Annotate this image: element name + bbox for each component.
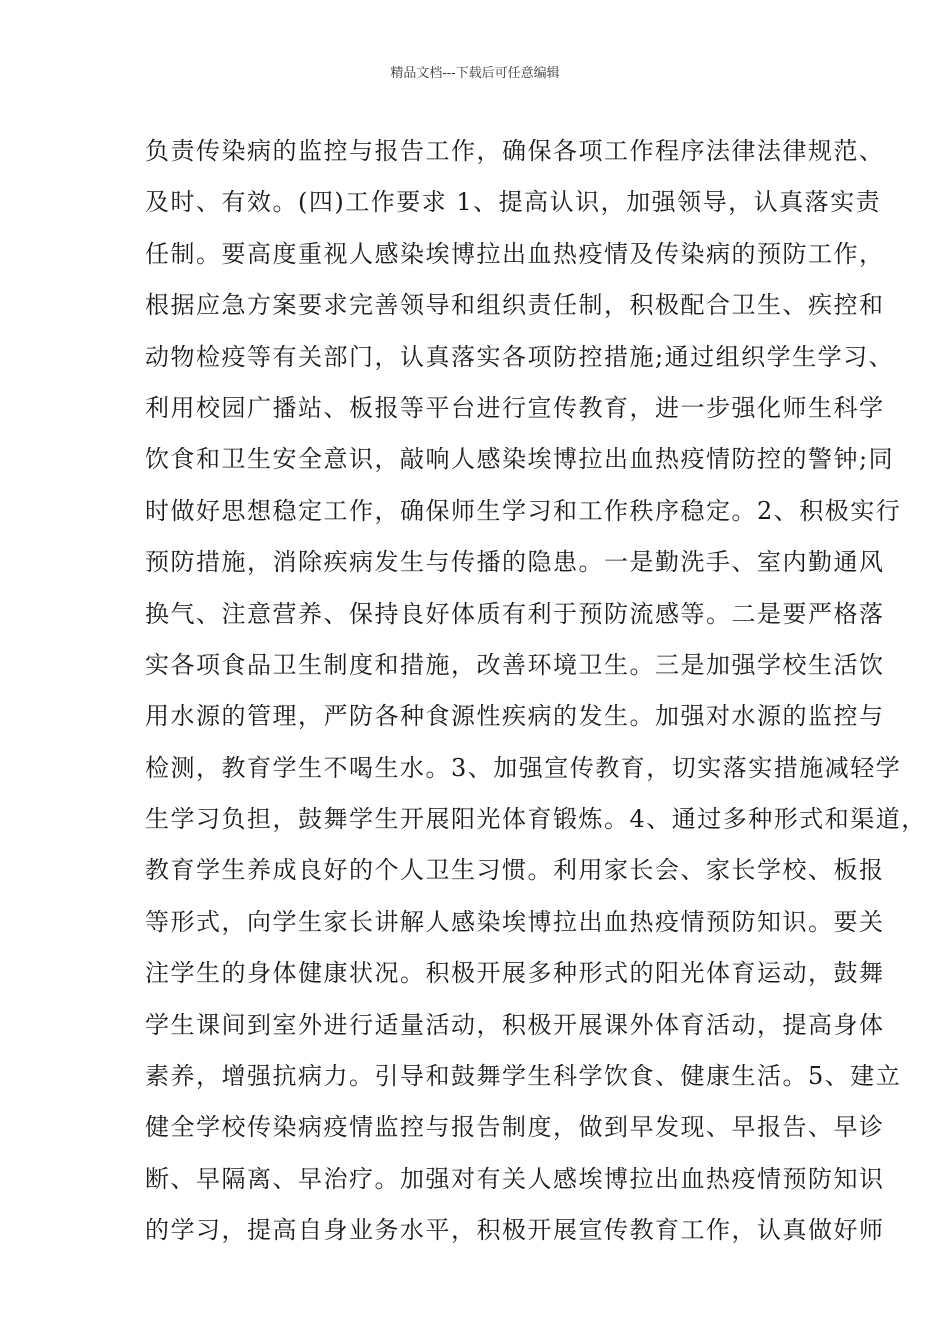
text-line: 换气、注意营养、保持良好体质有利于预防流感等。二是要严格落	[145, 599, 885, 628]
text-line: 的学习，提高自身业务水平，积极开展宣传教育工作，认真做好师	[145, 1216, 885, 1245]
text-line: 及时、有效。(四)工作要求 1、提高认识，加强领导，认真落实责	[145, 188, 882, 217]
text-line: 任制。要高度重视人感染埃博拉出血热疫情及传染病的预防工作，	[145, 239, 885, 268]
text-line: 饮食和卫生安全意识，敲响人感染埃博拉出血热疫情防控的警钟;同	[145, 445, 895, 474]
text-line: 用水源的管理，严防各种食源性疾病的发生。加强对水源的监控与	[145, 702, 885, 731]
text-line: 教育学生养成良好的个人卫生习惯。利用家长会、家长学校、板报	[145, 856, 885, 885]
text-line: 注学生的身体健康状况。积极开展多种形式的阳光体育运动，鼓舞	[145, 959, 885, 988]
text-line: 根据应急方案要求完善领导和组织责任制，积极配合卫生、疾控和	[145, 291, 885, 320]
text-line: 生学习负担，鼓舞学生开展阳光体育锻炼。4、通过多种形式和渠道，	[145, 805, 927, 834]
text-line: 时做好思想稳定工作，确保师生学习和工作秩序稳定。2、积极实行	[145, 496, 902, 525]
text-line: 动物检疫等有关部门，认真落实各项防控措施;通过组织学生学习、	[145, 342, 895, 371]
text-line: 素养，增强抗病力。引导和鼓舞学生科学饮食、健康生活。5、建立	[145, 1062, 902, 1091]
text-line: 利用校园广播站、板报等平台进行宣传教育，进一步强化师生科学	[145, 393, 885, 422]
text-line: 实各项食品卫生制度和措施，改善环境卫生。三是加强学校生活饮	[145, 650, 885, 679]
text-line: 负责传染病的监控与报告工作，确保各项工作程序法律法律规范、	[145, 137, 885, 165]
text-line: 等形式，向学生家长讲解人感染埃博拉出血热疫情预防知识。要关	[145, 907, 885, 936]
text-line: 预防措施，消除疾病发生与传播的隐患。一是勤洗手、室内勤通风	[145, 548, 885, 577]
body-text	[145, 126, 927, 1257]
text-line: 学生课间到室外进行适量活动，积极开展课外体育活动，提高身体	[145, 1010, 885, 1039]
page-header: 精品文档---下载后可任意编辑	[390, 66, 560, 81]
text-line: 断、早隔离、早治疗。加强对有关人感埃博拉出血热疫情预防知识	[145, 1164, 885, 1193]
text-line: 检测，教育学生不喝生水。3、加强宣传教育，切实落实措施减轻学	[145, 753, 902, 782]
text-line: 健全学校传染病疫情监控与报告制度，做到早发现、早报告、早诊	[145, 1113, 885, 1142]
